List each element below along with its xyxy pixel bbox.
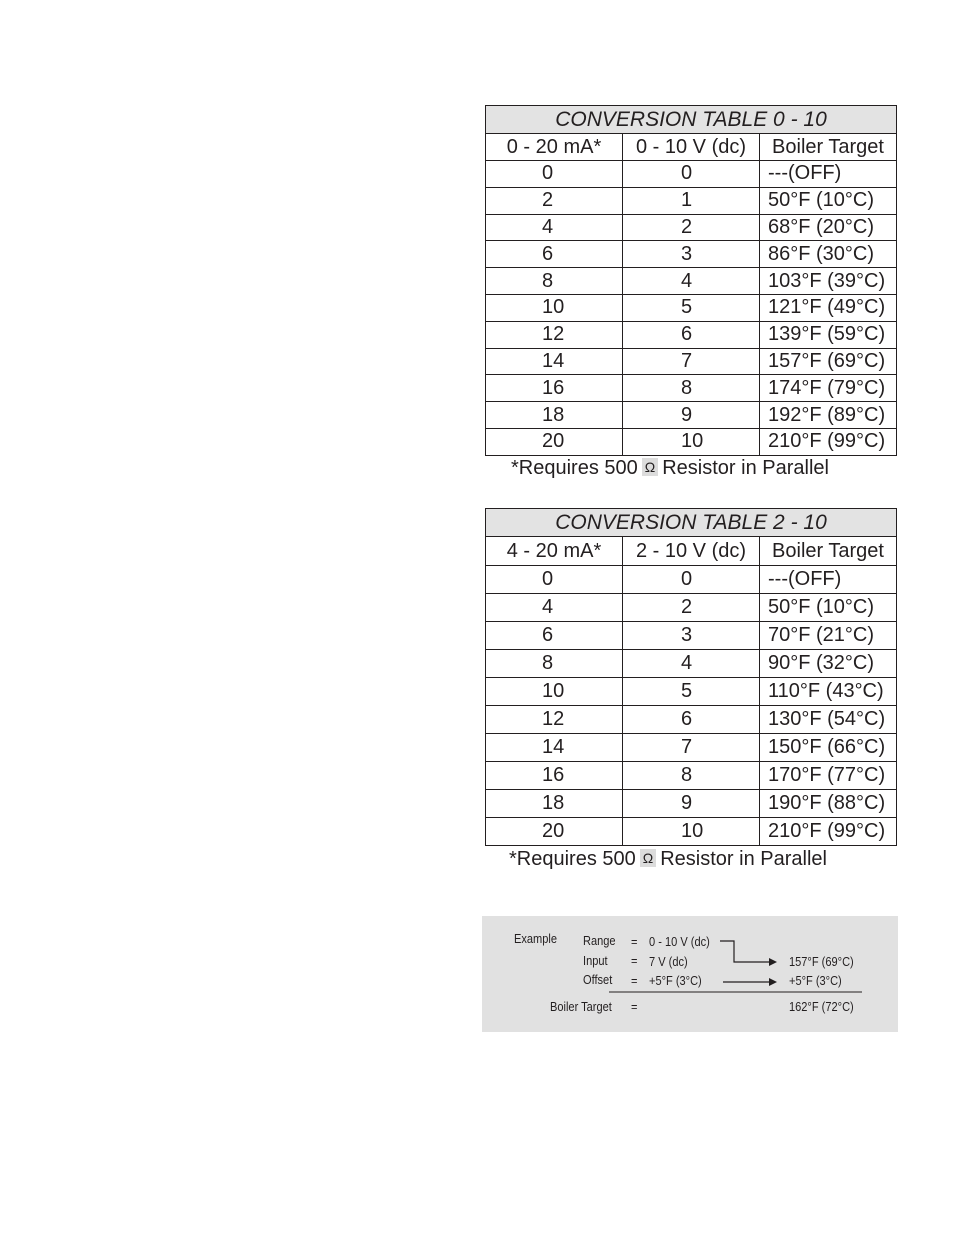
target-cell: 150°F (66°C) [760,734,897,762]
table-row [486,187,897,214]
ma-cell: 12 [486,321,623,348]
boiler-target-result: 162°F (72°C) [789,999,854,1014]
input-value: 7 V (dc) [649,954,688,969]
note-prefix: *Requires 500 [511,457,638,479]
arrowhead-icon [769,958,777,966]
volts-cell: 6 [623,706,760,734]
col-header-volts: 2 - 10 V (dc) [623,537,760,566]
ohm-symbol: Ω [640,849,656,867]
ma-cell: 20 [486,428,623,455]
ma-cell: 18 [486,402,623,429]
table-row [486,241,897,268]
volts-cell: 1 [623,187,760,214]
volts-cell: 10 [623,818,760,846]
arrowhead-icon [769,978,777,986]
target-cell: 130°F (54°C) [760,706,897,734]
table-title: CONVERSION TABLE 0 - 10 [486,106,897,134]
target-cell: 210°F (99°C) [760,818,897,846]
ma-cell: 10 [486,678,623,706]
table-row [486,594,897,622]
offset-value: +5°F (3°C) [649,973,702,988]
target-cell: 68°F (20°C) [760,214,897,241]
boiler-target-label: Boiler Target [550,999,612,1014]
ma-cell: 8 [486,650,623,678]
ma-cell: 14 [486,348,623,375]
target-cell: 110°F (43°C) [760,678,897,706]
equals-sign: = [631,934,638,949]
ma-cell: 16 [486,375,623,402]
ma-cell: 18 [486,790,623,818]
table-row [486,566,897,594]
volts-cell: 5 [623,294,760,321]
table-title: CONVERSION TABLE 2 - 10 [486,509,897,537]
table-row [486,294,897,321]
example-label: Example [514,931,557,946]
ma-cell: 10 [486,294,623,321]
col-header-boiler-target: Boiler Target [760,537,897,566]
range-value: 0 - 10 V (dc) [649,934,710,949]
volts-cell: 8 [623,375,760,402]
table-row [486,818,897,846]
equals-sign: = [631,999,638,1014]
col-header-ma: 4 - 20 mA* [486,537,623,566]
target-cell: 70°F (21°C) [760,622,897,650]
equals-sign: = [631,953,638,968]
table-row [486,734,897,762]
table-row [486,348,897,375]
table-row [486,622,897,650]
volts-cell: 9 [623,790,760,818]
col-header-ma: 0 - 20 mA* [486,134,623,161]
volts-cell: 6 [623,321,760,348]
table-row [486,762,897,790]
example-arrows [482,916,898,1032]
note-suffix: Resistor in Parallel [660,848,827,870]
target-cell: 90°F (32°C) [760,650,897,678]
offset-result: +5°F (3°C) [789,973,842,988]
col-header-volts: 0 - 10 V (dc) [623,134,760,161]
ma-cell: 4 [486,214,623,241]
volts-cell: 8 [623,762,760,790]
table-row [486,402,897,429]
volts-cell: 2 [623,214,760,241]
conversion-table-2-10 [485,508,897,846]
volts-cell: 3 [623,622,760,650]
ma-cell: 14 [486,734,623,762]
ma-cell: 0 [486,161,623,188]
target-cell: 139°F (59°C) [760,321,897,348]
conversion-table-0-10 [485,105,897,456]
target-cell: 50°F (10°C) [760,594,897,622]
ma-cell: 8 [486,268,623,295]
ma-cell: 12 [486,706,623,734]
ma-cell: 16 [486,762,623,790]
volts-cell: 3 [623,241,760,268]
col-header-boiler-target: Boiler Target [760,134,897,161]
target-cell: 170°F (77°C) [760,762,897,790]
note-suffix: Resistor in Parallel [662,457,829,479]
table-row [486,650,897,678]
example-box [482,916,898,1032]
target-cell: 157°F (69°C) [760,348,897,375]
volts-cell: 10 [623,428,760,455]
resistor-note [509,848,827,871]
target-cell: 192°F (89°C) [760,402,897,429]
target-cell: 210°F (99°C) [760,428,897,455]
volts-cell: 9 [623,402,760,429]
target-cell: ---(OFF) [760,566,897,594]
target-cell: 86°F (30°C) [760,241,897,268]
table-row [486,375,897,402]
ma-cell: 6 [486,241,623,268]
resistor-note [511,457,829,480]
ma-cell: 2 [486,187,623,214]
target-cell: 121°F (49°C) [760,294,897,321]
ma-cell: 0 [486,566,623,594]
volts-cell: 7 [623,734,760,762]
table-row [486,678,897,706]
range-to-result-arrow-icon [720,941,769,962]
offset-label: Offset [583,972,613,987]
ohm-symbol: Ω [642,458,658,476]
ma-cell: 6 [486,622,623,650]
table-row [486,706,897,734]
target-cell: 190°F (88°C) [760,790,897,818]
ma-cell: 4 [486,594,623,622]
volts-cell: 4 [623,650,760,678]
volts-cell: 4 [623,268,760,295]
target-cell: ---(OFF) [760,161,897,188]
ma-cell: 20 [486,818,623,846]
table-row [486,790,897,818]
table-row [486,428,897,455]
table-row [486,321,897,348]
note-prefix: *Requires 500 [509,848,636,870]
range-label: Range [583,933,616,948]
input-label: Input [583,953,608,968]
input-result: 157°F (69°C) [789,954,854,969]
volts-cell: 0 [623,566,760,594]
target-cell: 103°F (39°C) [760,268,897,295]
volts-cell: 5 [623,678,760,706]
target-cell: 50°F (10°C) [760,187,897,214]
equals-sign: = [631,973,638,988]
volts-cell: 7 [623,348,760,375]
volts-cell: 0 [623,161,760,188]
volts-cell: 2 [623,594,760,622]
table-row [486,214,897,241]
table-row [486,268,897,295]
target-cell: 174°F (79°C) [760,375,897,402]
table-row [486,161,897,188]
